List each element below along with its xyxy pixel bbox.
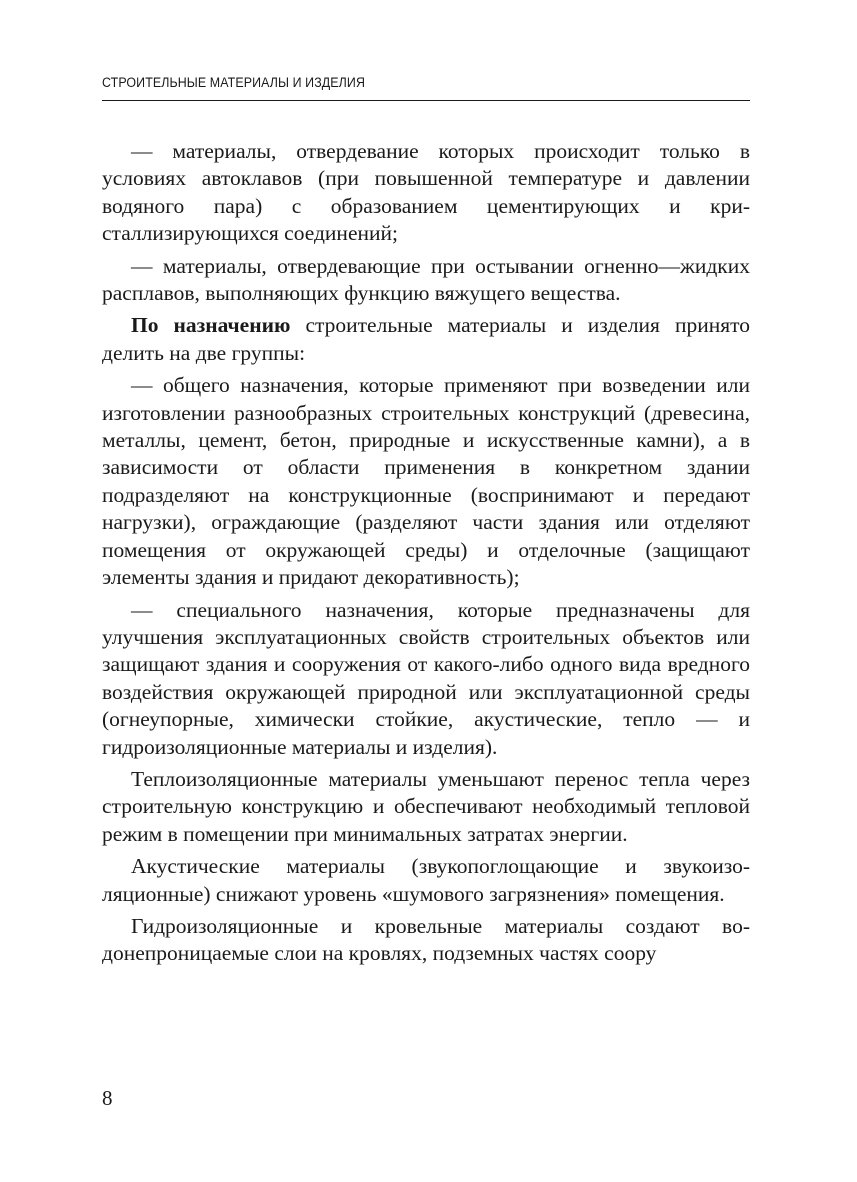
page-number: 8 bbox=[102, 1086, 113, 1110]
paragraph-acoustic: Акустические материалы (звукопоглощающие и звукоизоляционные) снижают уровень «шумового загрязнения» помещения. bbox=[102, 854, 750, 906]
running-head-title: СТРОИТЕЛЬНЫЕ МАТЕРИАЛЫ И ИЗДЕЛИЯ bbox=[102, 75, 366, 90]
paragraph-special-purpose: — специального назначения, которые предназначены для улучшения эксплуатационных свойств строительных объектов или защищают здания и сооружения от какого-либо одного вида вредного воздействия окружающей природной или эксплуатационной среды (огнеупорные, химически стойкие, акустические, тепло — и гидроизоляционные материалы и изделия). bbox=[102, 597, 750, 759]
paragraph-thermal-insulation: Теплоизоляционные материалы уменьшают перенос тепла через строительную конструкцию и обеспечивают необходимый тепловой режим в помещении при минимальных затратах энергии. bbox=[102, 766, 750, 846]
paragraph-waterproofing: Гидроизоляционные и кровельные материалы создают водонепроницаемые слои на кровлях, подземных частях соору bbox=[102, 913, 750, 966]
purpose-bold-lead: По назначению bbox=[131, 313, 291, 338]
paragraph-purpose-intro bbox=[102, 312, 750, 367]
purpose-intro-text: строительные материалы и изделия принято делить на две группы: bbox=[102, 313, 750, 365]
paragraph-melt-materials: — материалы, отвердевающие при остывании огненно—жидких расплавов, выполняющих функцию вяжущего вещества. bbox=[102, 253, 750, 306]
paragraph-general-purpose: — общего назначения, которые применяют при возведении или изготовлении разнообразных строительных конструкций (древесина, металлы, цемент, бетон, природные и искусственные камни), а в зависимости от области применения в конкретном здании подразделяют на конструкционные (воспринимают и передают нагрузки), ограждающие (разделяют части здания или отделяют помещения от окружающей среды) и отделочные (защищают элементы здания и придают декоративность); bbox=[102, 373, 750, 590]
header-rule bbox=[102, 100, 750, 101]
paragraph-autoclave-materials: — материалы, отвердевание которых происходит только в условиях автоклавов (при повышенной температуре и давлении водяного пара) с образованием цементирующих и кристаллизирующихся соединений; bbox=[102, 139, 750, 246]
body-text bbox=[102, 138, 750, 968]
